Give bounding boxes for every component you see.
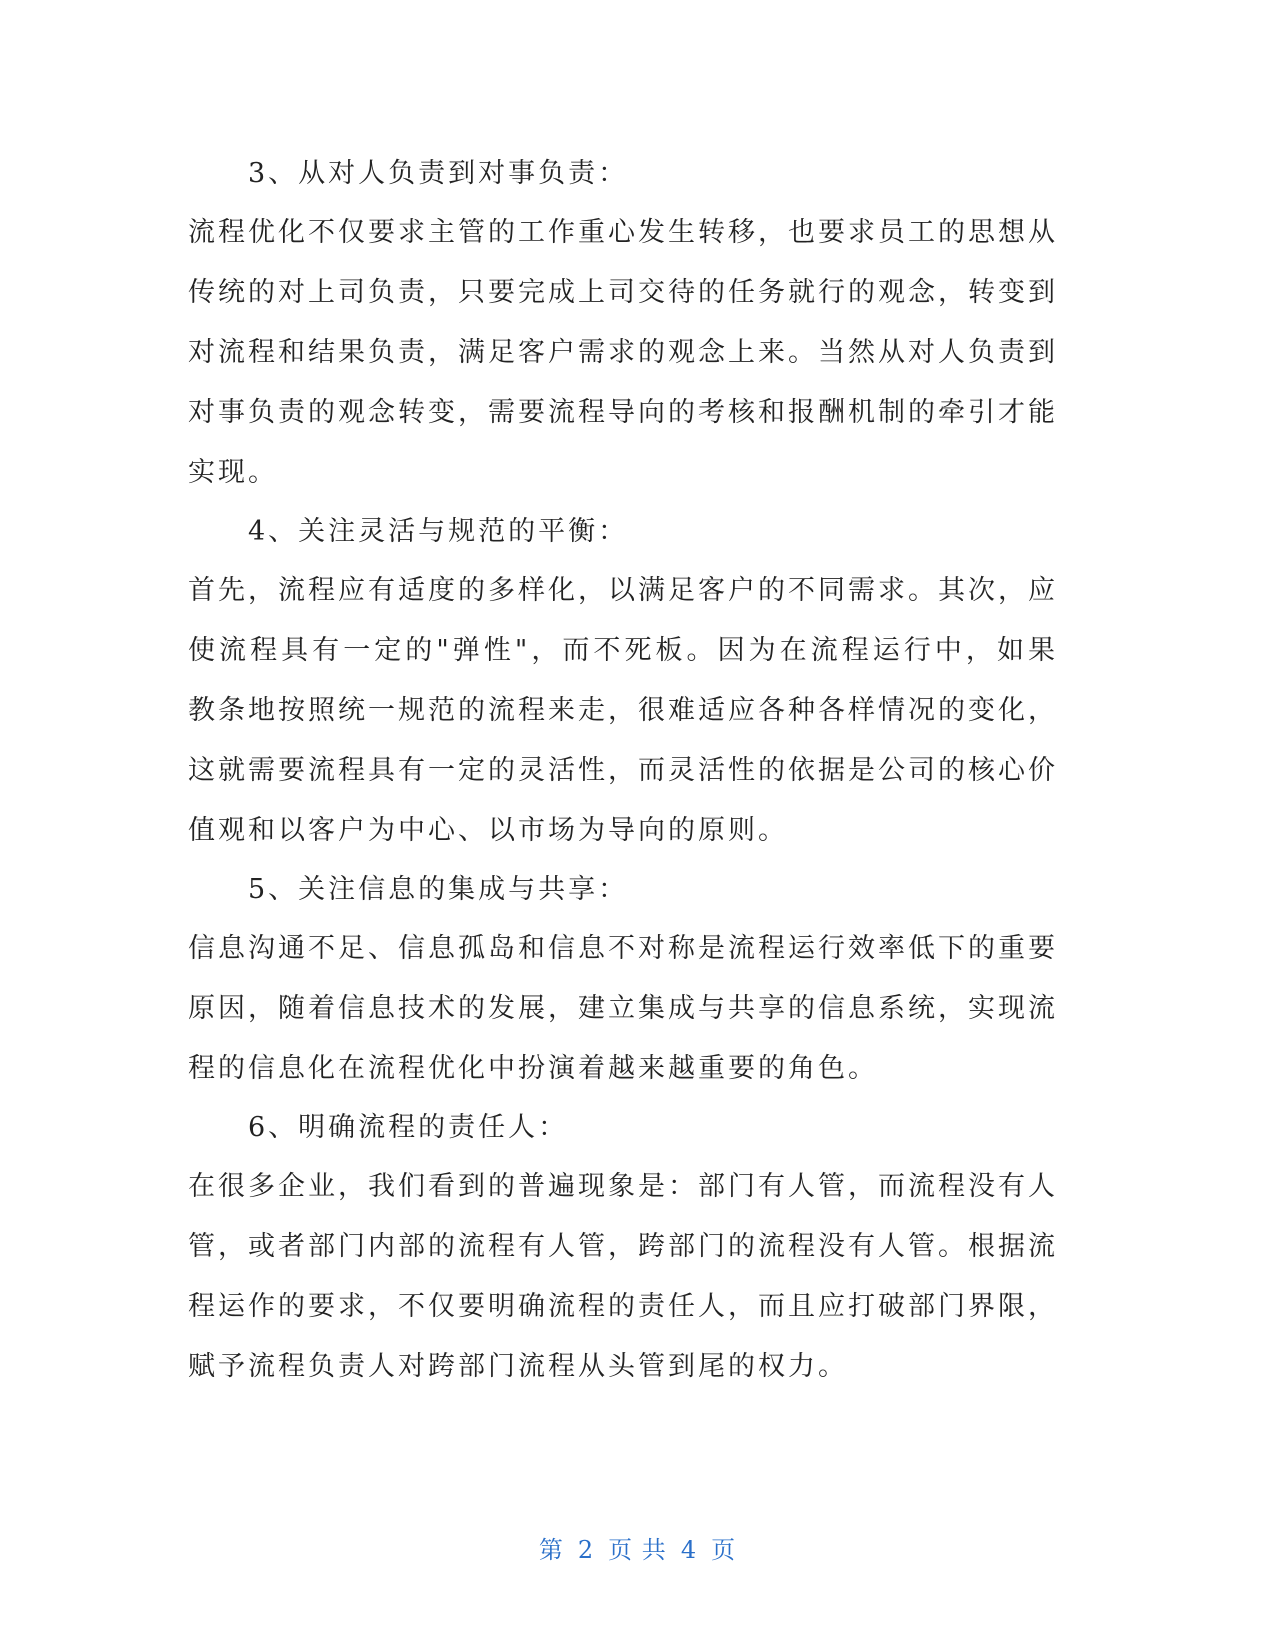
section-5 xyxy=(188,861,1058,1099)
footer-total-pages: 4 xyxy=(680,1536,698,1564)
footer-prefix: 第 xyxy=(538,1536,564,1564)
section-heading: 6、明确流程的责任人： xyxy=(248,1112,569,1143)
section-4 xyxy=(188,503,1058,861)
footer-middle: 页 共 xyxy=(608,1536,667,1564)
document-body xyxy=(188,145,1058,1397)
section-paragraph: 在很多企业，我们看到的普遍现象是：部门有人管，而流程没有人管，或者部门内部的流程有人管，跨部门的流程没有人管。根据流程运作的要求，不仅要明确流程的责任人，而且应打破部门界限，赋予流程负责人对跨部门流程从头管到尾的权力。 xyxy=(188,1171,1058,1382)
section-paragraph: 流程优化不仅要求主管的工作重心发生转移，也要求员工的思想从传统的对上司负责，只要完成上司交待的任务就行的观念，转变到对流程和结果负责，满足客户需求的观念上来。当然从对人负责到对事负责的观念转变，需要流程导向的考核和报酬机制的牵引才能实现。 xyxy=(188,217,1058,488)
section-paragraph: 信息沟通不足、信息孤岛和信息不对称是流程运行效率低下的重要原因，随着信息技术的发展，建立集成与共享的信息系统，实现流程的信息化在流程优化中扮演着越来越重要的角色。 xyxy=(188,933,1058,1084)
section-paragraph: 首先，流程应有适度的多样化，以满足客户的不同需求。其次，应使流程具有一定的"弹性"，而不死板。因为在流程运行中，如果教条地按照统一规范的流程来走，很难适应各种各样情况的变化，这就需要流程具有一定的灵活性，而灵活性的依据是公司的核心价值观和以客户为中心、以市场为导向的原则。 xyxy=(188,575,1058,846)
footer-suffix: 页 xyxy=(711,1536,737,1564)
section-6 xyxy=(188,1099,1058,1397)
page-footer xyxy=(0,1530,1275,1565)
section-heading: 5、关注信息的集成与共享： xyxy=(248,874,629,905)
section-heading: 4、关注灵活与规范的平衡： xyxy=(248,516,629,547)
section-heading: 3、从对人负责到对事负责： xyxy=(248,158,629,189)
section-3 xyxy=(188,145,1058,503)
footer-current-page: 2 xyxy=(577,1536,595,1564)
